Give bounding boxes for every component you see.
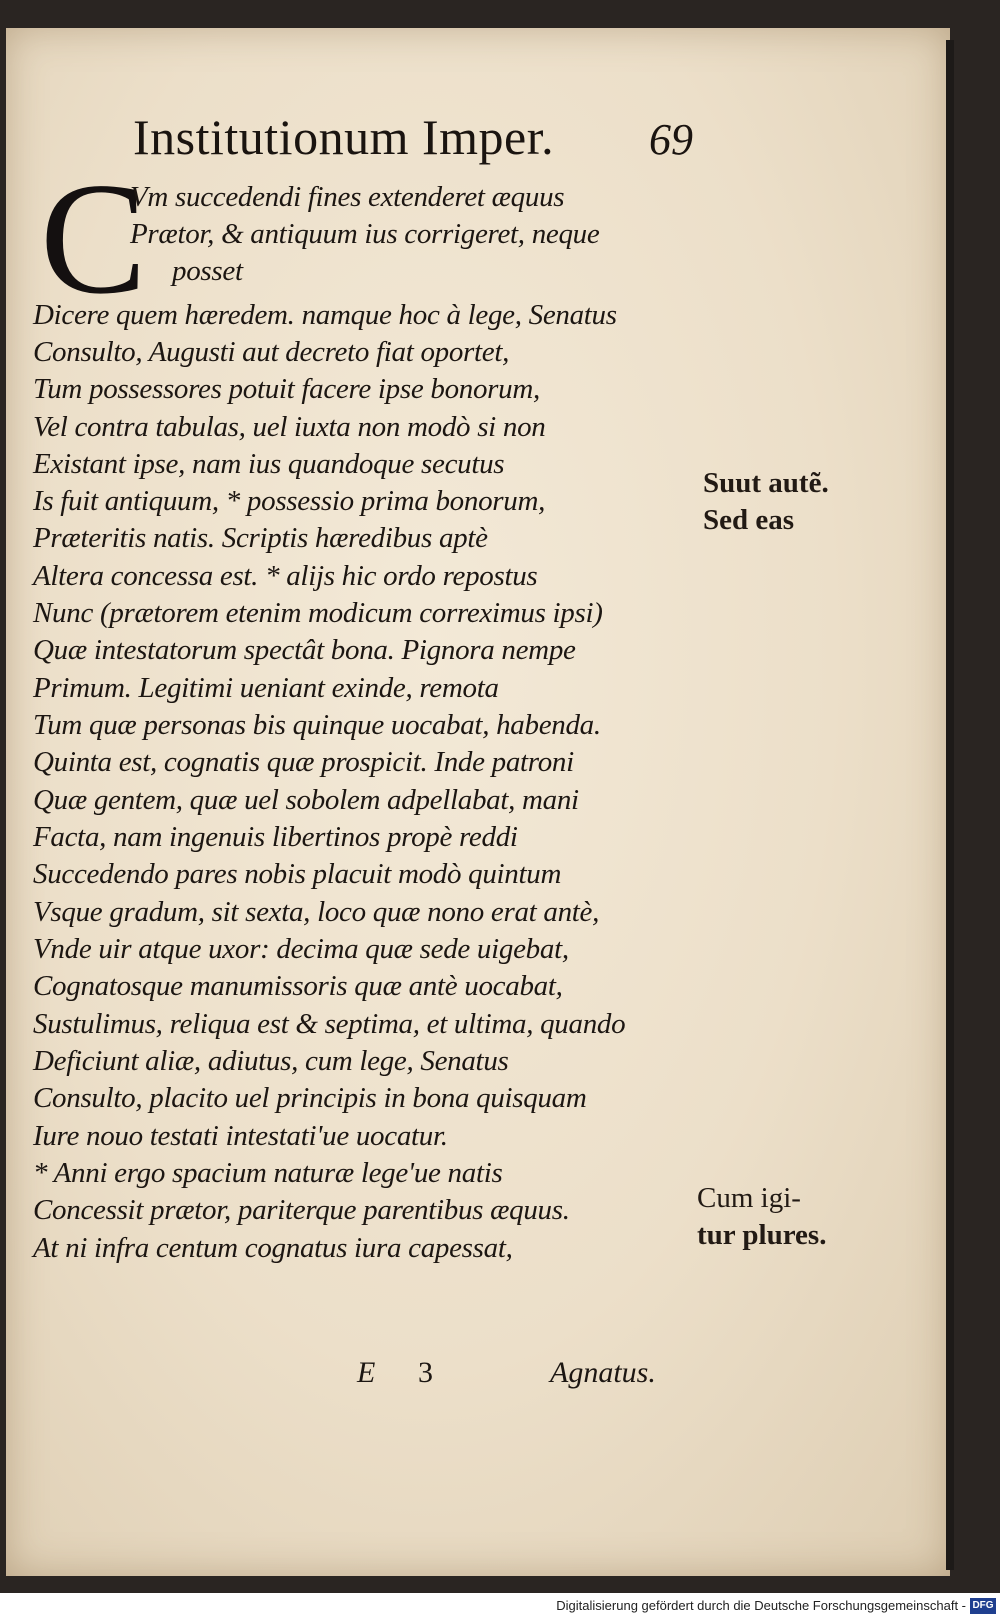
marginal-note: Sed eas [703, 504, 795, 536]
verse-line: Concessit prætor, pariterque parentibus æquus. [33, 1194, 570, 1226]
verse-line: Consulto, Augusti aut decreto fiat oportet, [33, 336, 510, 368]
verse-line: * Anni ergo spacium naturæ lege'ue natis [33, 1157, 503, 1189]
catchword: Agnatus. [550, 1356, 656, 1389]
verse-line: Præteritis natis. Scriptis hæredibus aptè [33, 522, 488, 554]
verse-line: Facta, nam ingenuis libertinos propè reddi [33, 821, 518, 853]
dfg-logo: DFG [970, 1598, 996, 1614]
verse-line: posset [172, 255, 243, 287]
verse-line: Iure nouo testati intestati'ue uocatur. [33, 1120, 448, 1152]
running-title: Institutionum Imper. [133, 109, 555, 165]
signature-mark: E [357, 1356, 376, 1389]
verse-line: Tum quæ personas bis quinque uocabat, habenda. [33, 709, 601, 741]
verse-line: Succedendo pares nobis placuit modò quintum [33, 858, 562, 890]
verse-line: Prætor, & antiquum ius corrigeret, neque [130, 218, 600, 250]
marginal-note: tur plures. [697, 1219, 827, 1251]
verse-line: Primum. Legitimi ueniant exinde, remota [33, 672, 499, 704]
verse-line: Existant ipse, nam ius quandoque secutus [33, 448, 505, 480]
verse-line: Sustulimus, reliqua est & septima, et ultima, quando [33, 1008, 626, 1040]
verse-line: Consulto, placito uel principis in bona quisquam [33, 1082, 587, 1114]
page-edge-shadow [946, 40, 954, 1570]
marginal-note: Cum igi- [697, 1182, 801, 1214]
verse-line: Quæ intestatorum spectât bona. Pignora nempe [33, 634, 576, 666]
verse-line: Quæ gentem, quæ uel sobolem adpellabat, mani [33, 784, 579, 816]
verse-line: Altera concessa est. * alijs hic ordo repostus [33, 560, 538, 592]
verse-line: Tum possessores potuit facere ipse bonorum, [33, 373, 540, 405]
verse-line: Quinta est, cognatis quæ prospicit. Inde patroni [33, 746, 574, 778]
verse-line: Deficiunt aliæ, adiutus, cum lege, Senatus [33, 1045, 509, 1077]
verse-line: Vm succedendi fines extenderet æquus [130, 181, 565, 213]
verse-line: Vnde uir atque uxor: decima quæ sede uigebat, [33, 933, 569, 965]
verse-line: Dicere quem hæredem. namque hoc à lege, Senatus [33, 299, 617, 331]
verse-line: Cognatosque manumissoris quæ antè uocabat, [33, 970, 563, 1002]
marginal-note: Suut autẽ. [703, 467, 829, 499]
drop-capital: C [40, 149, 147, 327]
verse-line: At ni infra centum cognatus iura capessat, [33, 1232, 513, 1264]
page-number: 69 [649, 115, 693, 164]
verse-line: Vsque gradum, sit sexta, loco quæ nono erat antè, [33, 896, 600, 928]
verse-line: Is fuit antiquum, * possessio prima bonorum, [33, 485, 546, 517]
verse-line: Vel contra tabulas, uel iuxta non modò si non [33, 411, 546, 443]
footer-bar [0, 1593, 1000, 1623]
signature-number: 3 [418, 1356, 433, 1389]
verse-line: Nunc (prætorem etenim modicum correximus ipsi) [33, 597, 603, 629]
footer-credit: Digitalisierung gefördert durch die Deutsche Forschungsgemeinschaft - [556, 1598, 966, 1613]
